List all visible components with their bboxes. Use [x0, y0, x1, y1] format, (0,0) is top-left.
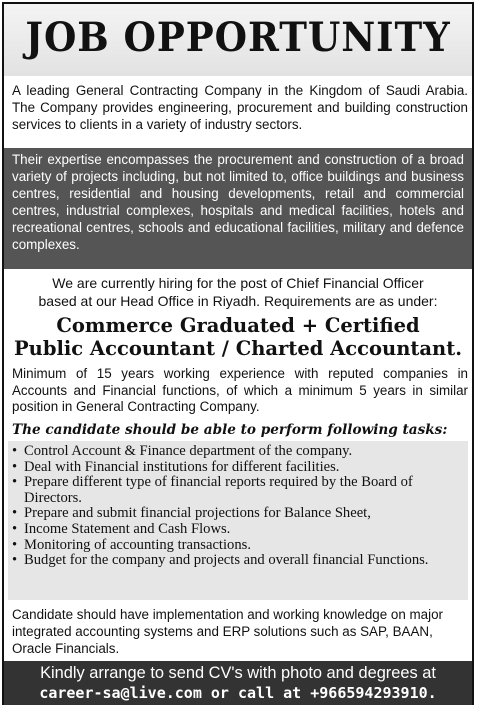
task-text: Prepare and submit financial projections for Balance Sheet, — [24, 505, 371, 522]
bullet-icon: • — [12, 474, 18, 491]
hiring-statement — [8, 274, 468, 310]
job-ad — [2, 2, 474, 705]
contact-footer — [4, 661, 472, 705]
headline-line-1: Commerce Graduated + Certified — [56, 314, 420, 337]
bullet-icon: • — [12, 520, 18, 537]
task-text: Monitoring of accounting transactions. — [24, 536, 251, 553]
footer-contact: career-sa@live.com or call at +966594293910. — [39, 684, 437, 702]
experience-requirement: Minimum of 15 years working experience with reputed companies in Accounts and Financial functions, of which a minimum 5 years in similar position in General Contracting Company. — [12, 366, 468, 414]
expertise-text: Their expertise encompasses the procurement and construction of a broad variety of projects including, but not limited to, office buildings and business centres, residential and housing developments, retail and commercial centres, industrial complexes, hospitals and medical facilities, hotels and recreational centres, schools and educational facilities, military and defence complexes. — [12, 152, 464, 252]
task-text: Deal with Financial institutions for different facilities. — [24, 458, 340, 475]
ad-title: JOB OPPORTUNITY — [25, 14, 451, 61]
headline-line-2: Public Accountant / Charted Accountant. — [13, 337, 462, 360]
list-item — [12, 522, 464, 538]
systems-requirement: Candidate should have implementation and working knowledge on major integrated accounting systems and ERP solutions such as SAP, BAAN, Oracle Financials. — [12, 607, 443, 656]
qualification-headline — [4, 314, 472, 360]
tasks-list — [8, 441, 468, 600]
company-intro: A leading General Contracting Company in the Kingdom of Saudi Arabia. The Company provides engineering, procurement and building construction services to clients in a variety of industry sectors. — [12, 83, 468, 132]
list-item — [12, 506, 464, 522]
tasks-heading: The candidate should be able to perform following tasks: — [12, 422, 448, 438]
task-text: Income Statement and Cash Flows. — [24, 520, 231, 537]
bullet-icon: • — [12, 458, 18, 475]
hiring-line-1: We are currently hiring for the post of Chief Financial Officer — [52, 275, 424, 291]
expertise-box — [4, 148, 472, 269]
title-band — [4, 4, 472, 76]
bullet-icon: • — [12, 536, 18, 553]
hiring-line-2: based at our Head Office in Riyadh. Requirements are as under: — [38, 293, 438, 309]
list-item — [12, 475, 464, 506]
footer-instruction: Kindly arrange to send CV's with photo and degrees at — [40, 664, 436, 682]
list-item — [12, 444, 464, 460]
list-item — [12, 553, 464, 569]
bullet-icon: • — [12, 552, 18, 569]
list-item — [12, 538, 464, 554]
task-text: Prepare different type of financial reports required by the Board of Directors. — [24, 474, 413, 506]
bullet-icon: • — [12, 443, 18, 459]
list-item — [12, 460, 464, 476]
bullet-icon: • — [12, 505, 18, 522]
task-text: Budget for the company and projects and overall financial Functions. — [24, 552, 429, 569]
task-text: Control Account & Finance department of the company. — [24, 443, 353, 459]
